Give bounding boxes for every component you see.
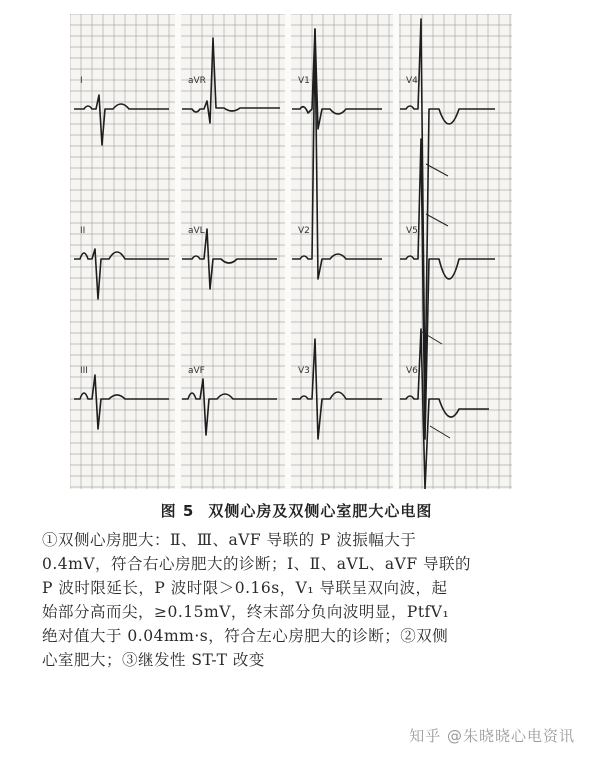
lead-label: aVR <box>188 76 206 86</box>
ecg-trace <box>292 339 382 439</box>
ecg-trace <box>74 95 169 145</box>
description-line: ①双侧心房肥大：Ⅱ、Ⅲ、aVF 导联的 P 波振幅大于 <box>42 531 417 549</box>
lead-label: I <box>80 76 83 86</box>
lead-label: III <box>80 366 88 376</box>
lead-label: V4 <box>406 76 418 86</box>
lead-label: V5 <box>406 226 418 236</box>
description-line: 心室肥大；③继发性 ST-T 改变 <box>42 651 265 669</box>
description-line: 绝对值大于 0.04mm·s，符合左心房肥大的诊断；②双侧 <box>42 627 449 645</box>
lead-label: V2 <box>298 226 310 236</box>
column-separator <box>175 14 181 489</box>
lead-label: II <box>80 226 86 236</box>
description-line: 始部分高而尖，≥0.15mV，终末部分负向波明显，PtfV₁ <box>42 603 450 621</box>
column-separator <box>393 14 399 489</box>
figure-number: 图 5 <box>160 502 195 520</box>
figure-caption <box>0 500 593 521</box>
lead-label: V3 <box>298 366 310 376</box>
watermark: 知乎 @朱晓晓心电资讯 <box>409 727 575 745</box>
lead-label: V6 <box>406 366 418 376</box>
ecg-figure <box>70 14 512 489</box>
description-line: 0.4mV，符合右心房肥大的诊断；Ⅰ、Ⅱ、aVL、aVF 导联的 <box>42 555 472 573</box>
annotation-arrow <box>426 164 448 176</box>
description-line: P 波时限延长，P 波时限＞0.16s，V₁ 导联呈双向波，起 <box>42 579 448 597</box>
ecg-trace <box>292 29 382 279</box>
ecg-trace <box>74 249 169 299</box>
ecg-trace <box>182 229 277 289</box>
figure-description <box>42 528 562 672</box>
figure-title: 双侧心房及双侧心室肥大心电图 <box>208 502 433 520</box>
lead-label: aVL <box>188 226 205 236</box>
annotation-arrow <box>426 214 448 226</box>
ecg-trace <box>182 379 277 435</box>
lead-label: V1 <box>298 76 310 86</box>
lead-label: aVF <box>188 366 205 376</box>
column-separator <box>285 14 291 489</box>
